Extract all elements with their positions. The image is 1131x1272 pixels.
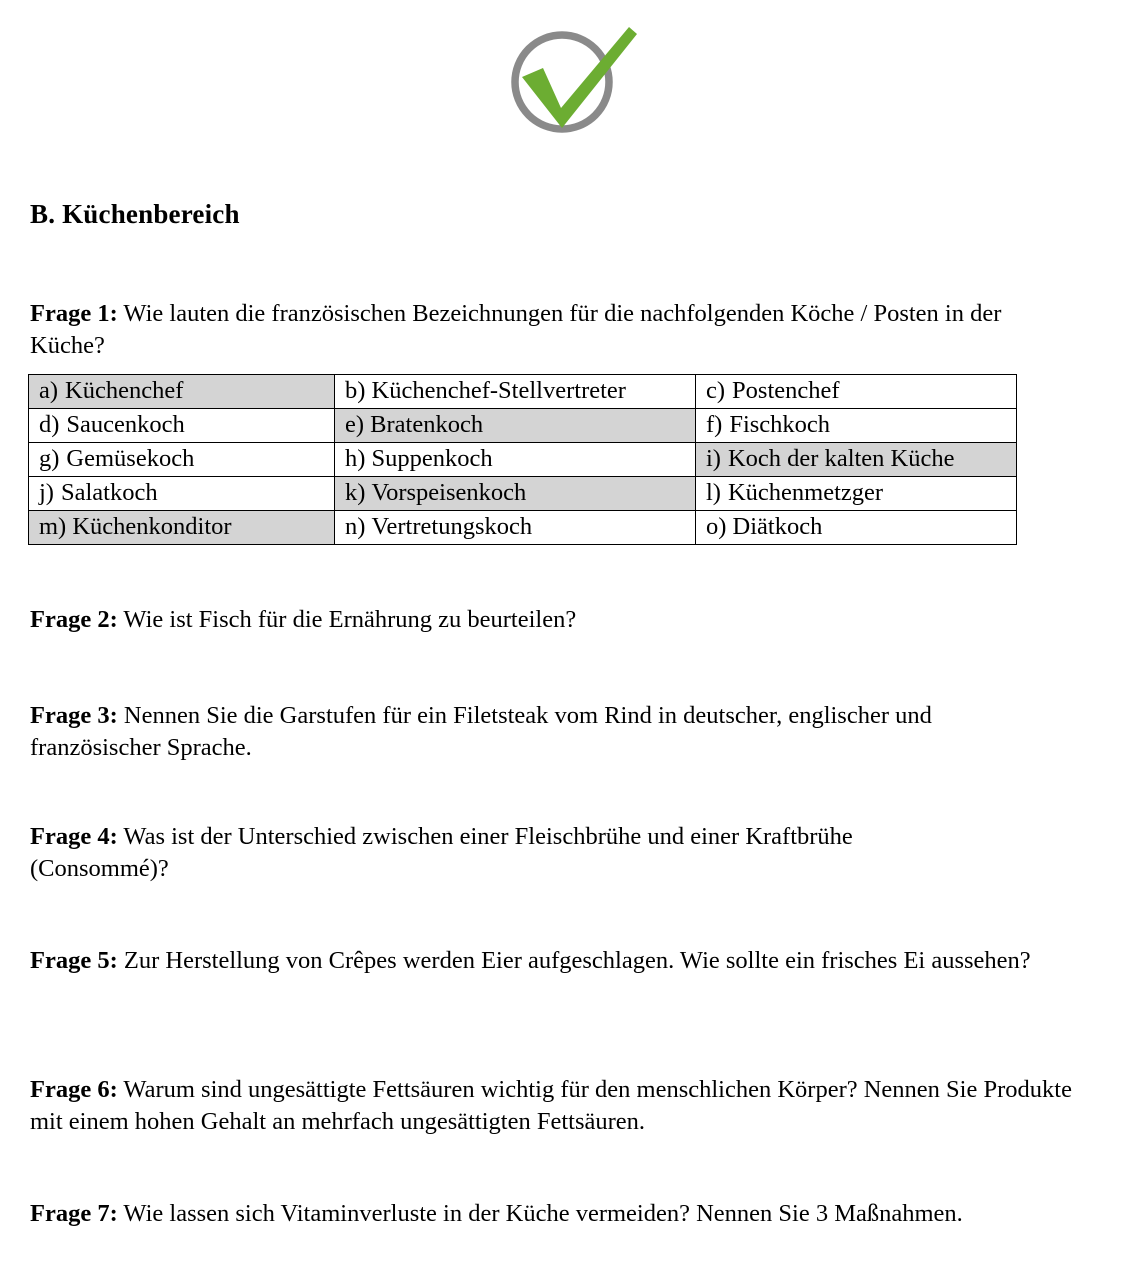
question-label: Frage 5: [30,947,118,974]
question-frage-3 [30,700,1065,765]
cell-text: Vertretungskoch [371,513,533,541]
cell-key: n) [345,513,366,541]
question-label: Frage 3: [30,702,118,729]
cell-key: o) [706,513,727,541]
question-text: Wie ist Fisch für die Ernährung zu beurteilen? [117,606,577,633]
cell-key: k) [345,479,366,507]
cell-key: b) [345,377,366,405]
cell-spacer [721,480,728,506]
table-row [29,477,1017,511]
cell-text: Küchenchef [65,377,184,405]
question-text: Warum sind ungesättigte Fettsäuren wichtig für den menschlichen Körper? Nennen Sie Produkte mit einem hohen Gehalt an mehrfach ungesättigten Fettsäuren. [30,1076,1072,1136]
cell-key: e) [345,411,365,439]
cell-spacer [54,480,61,506]
table-row [29,409,1017,443]
question-label: Frage 7: [30,1200,118,1227]
cell-key: m) [39,513,67,541]
cell-key: j) [39,479,54,507]
table-cell-l [696,477,1017,511]
table-cell-e [335,409,696,443]
cell-text: Küchenchef-Stellvertreter [371,377,626,405]
table-cell-j [29,477,335,511]
cell-text: Fischkoch [729,411,831,439]
cell-spacer [725,378,732,404]
table-cell-a [29,375,335,409]
question-text: Wie lassen sich Vitaminverluste in der Küche vermeiden? Nennen Sie 3 Maßnahmen. [117,1200,963,1227]
cook-positions-table-body [29,375,1017,545]
table-cell-o [696,511,1017,545]
table-cell-n [335,511,696,545]
cell-text: Küchenkonditor [72,513,232,541]
cell-spacer [721,446,728,472]
cell-key: a) [39,377,59,405]
question-label: Frage 1: [30,300,118,327]
table-cell-d [29,409,335,443]
question-frage-6 [30,1074,1090,1139]
table-cell-b [335,375,696,409]
table-cell-c [696,375,1017,409]
table-cell-g [29,443,335,477]
table-row [29,375,1017,409]
table-row [29,511,1017,545]
question-frage-2 [30,604,1085,636]
table-cell-h [335,443,696,477]
question-frage-4 [30,821,910,886]
question-frage-1 [30,298,1075,363]
question-text: Zur Herstellung von Crêpes werden Eier aufgeschlagen. Wie sollte ein frisches Ei aussehen? [117,947,1031,974]
cell-text: Gemüsekoch [66,445,195,473]
cell-text: Saucenkoch [66,411,185,439]
question-text: Wie lauten die französischen Bezeichnungen für die nachfolgenden Köche / Posten in der Küche? [30,300,1002,360]
cell-key: i) [706,445,721,473]
question-label: Frage 2: [30,606,118,633]
question-frage-5 [30,945,1080,977]
cell-text: Bratenkoch [370,411,484,439]
cell-text: Suppenkoch [371,445,493,473]
cook-positions-table [28,374,1017,545]
cell-text: Koch der kalten Küche [727,445,955,473]
question-text: Was ist der Unterschied zwischen einer Fleischbrühe und einer Kraftbrühe (Consommé)? [30,823,853,883]
cell-text: Diätkoch [732,513,823,541]
table-row [29,443,1017,477]
cell-text: Salatkoch [60,479,158,507]
question-text: Nennen Sie die Garstufen für ein Filetsteak vom Rind in deutscher, englischer und französischer Sprache. [30,702,932,762]
cell-key: l) [706,479,721,507]
cell-text: Vorspeisenkoch [371,479,527,507]
cell-text: Küchenmetzger [727,479,884,507]
table-cell-k [335,477,696,511]
question-frage-7 [30,1198,1100,1230]
cell-key: g) [39,445,60,473]
cell-key: h) [345,445,366,473]
cell-key: f) [706,411,723,439]
cell-spacer [58,378,65,404]
green-check-circle-logo [505,22,645,142]
table-cell-i [696,443,1017,477]
cell-key: d) [39,411,60,439]
cell-key: c) [706,377,726,405]
question-label: Frage 6: [30,1076,118,1103]
question-label: Frage 4: [30,823,118,850]
table-cell-m [29,511,335,545]
cell-text: Postenchef [732,377,840,405]
page-title: B. Küchenbereich [30,199,240,229]
table-cell-f [696,409,1017,443]
